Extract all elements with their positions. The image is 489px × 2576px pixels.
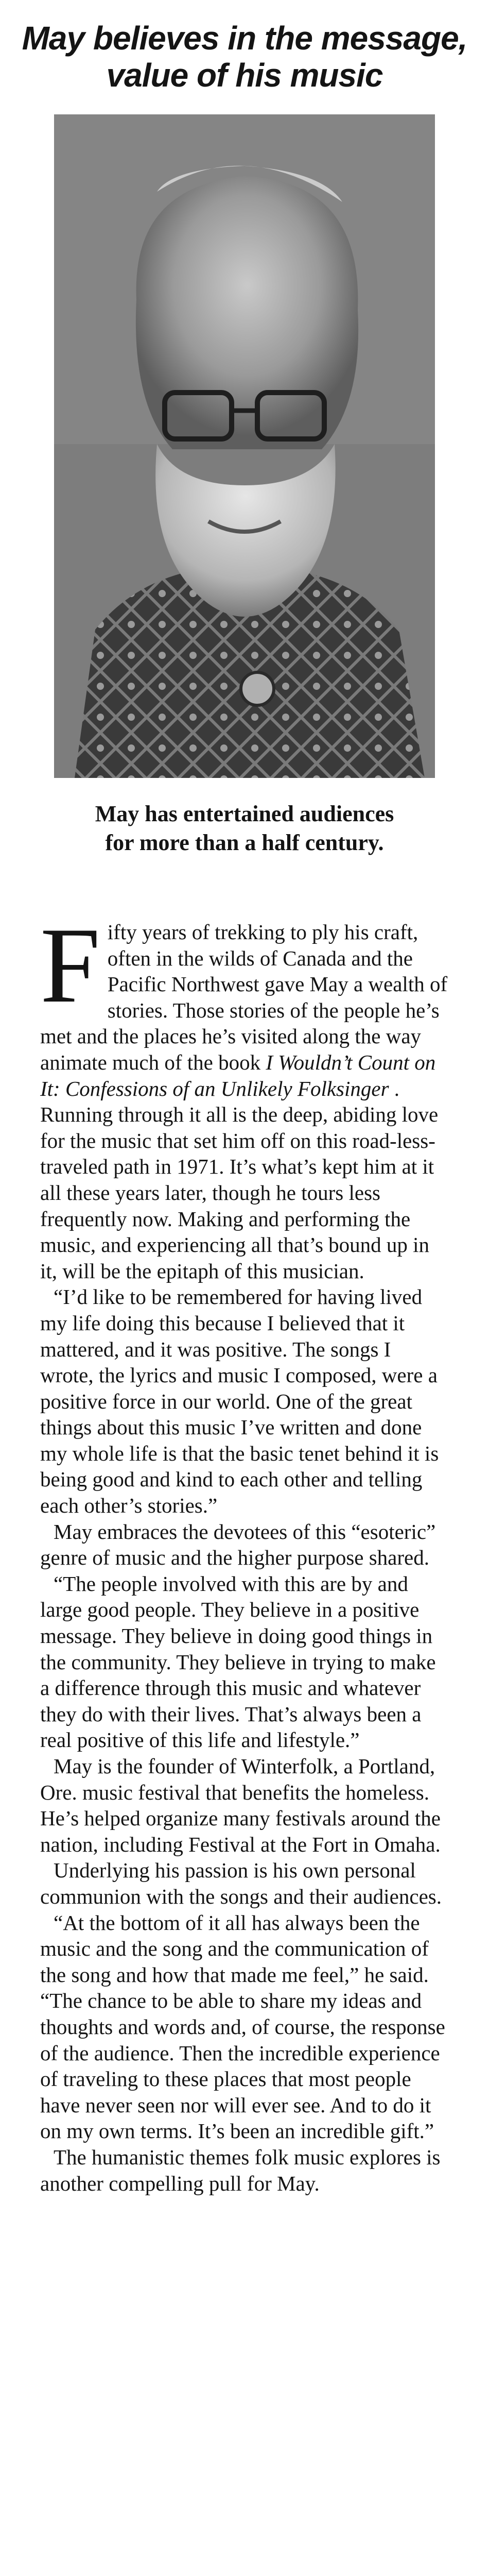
- article-paragraph-8: The humanistic themes folk music explores is another compelling pull for May.: [40, 2145, 441, 2195]
- portrait-illustration: [54, 114, 435, 778]
- article-paragraph-1: [40, 906, 449, 1284]
- book-title: I Wouldn’t Count on It: Confessions of an Unlikely Folksinger: [40, 1050, 436, 1100]
- headline-line-1: May believes in the message,: [22, 20, 467, 57]
- portrait-photo: [54, 114, 435, 778]
- photo-caption: [0, 800, 489, 857]
- article-paragraph-3: May embraces the devotees of this “esoteric” genre of music and the higher purpose shared.: [40, 1519, 436, 1570]
- article-paragraph-2: “I’d like to be remembered for having lived my life doing this because I believed that it mattered, and it was positive. The songs I wrote, the lyrics and music I composed, were a positive force in our world. One of the great things about this music I’ve written and done my whole life is that the basic tenet behind it is being good and kind to each other and telling each other’s stories.”: [40, 1285, 439, 1518]
- headline: [0, 20, 489, 94]
- caption-line-1: May has entertained audiences: [95, 801, 394, 826]
- article-paragraph-7: “At the bottom of it all has always been the music and the song and the communication of the song and how that made me feel,” he said. “The chance to be able to share my ideas and thoughts and words and, of course, the response of the audience. Then the incredible experience of traveling to these places that most people have never seen nor will ever see. And to do it on my own terms. It’s been an incredible gift.”: [40, 1910, 445, 2143]
- article-body: [40, 906, 449, 2196]
- article-paragraph-5: May is the founder of Winterfolk, a Portland, Ore. music festival that benefits the homeless. He’s helped organize many festivals around the nation, including Festival at the Fort in Omaha.: [40, 1754, 441, 1856]
- caption-line-2: for more than a half century.: [105, 830, 384, 855]
- paragraph-1-text: ifty years of trekking to ply his craft, often in the wilds of Canada and the Pacific Northwest gave May a wealth of stories. Those stories of the people he’s met and the places he’s visited along the way animate much of the book: [40, 920, 448, 1074]
- article-paragraph-6: Underlying his passion is his own personal communion with the songs and their audiences.: [40, 1858, 442, 1908]
- paragraph-1-end: . Running through it all is the deep, abiding love for the music that set him off on this road-less-traveled path in 1971. It’s what’s kept him at it all these years later, though he tours less frequently now. Making and performing the music, and experiencing all that’s bound up in it, will be the epitaph of this musician.: [40, 1076, 439, 1283]
- headline-line-2: value of his music: [106, 57, 383, 94]
- drop-cap: F: [40, 906, 100, 1025]
- article-paragraph-4: “The people involved with this are by and large good people. They believe in a positive message. They believe in doing good things in the community. They believe in trying to make a difference through this music and whatever they do with their lives. That’s always been a real positive of this life and lifestyle.”: [40, 1571, 436, 1752]
